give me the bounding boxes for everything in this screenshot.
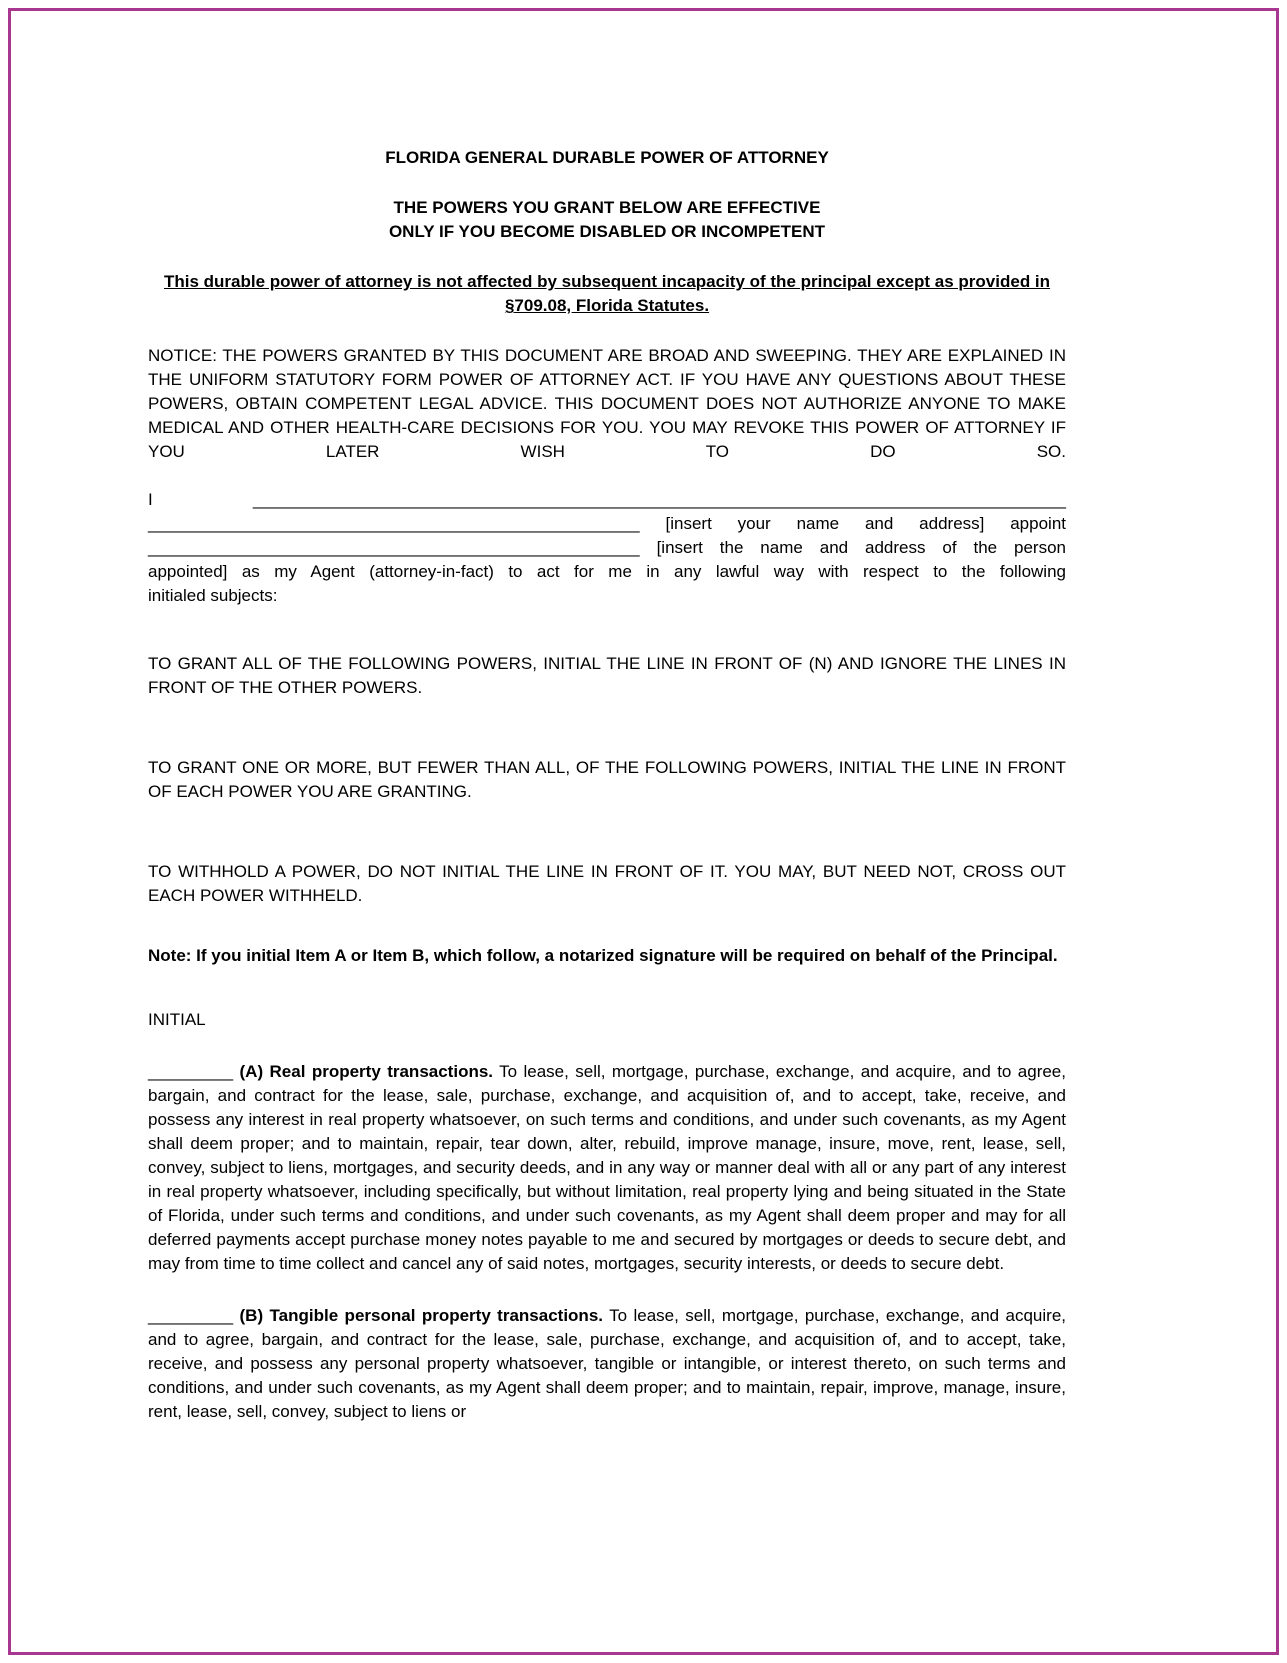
item-a-heading: (A) Real property transactions.	[239, 1062, 494, 1081]
notarization-note: Note: If you initial Item A or Item B, which follow, a notarized signature will be required on behalf of the Principal.	[148, 946, 1058, 965]
grant-some-paragraph: TO GRANT ONE OR MORE, BUT FEWER THAN ALL, OF THE FOLLOWING POWERS, INITIAL THE LINE IN FRONT OF EACH POWER YOU ARE GRANTING.	[148, 758, 1066, 801]
principal-address-blank-line: ____________________________________________________	[148, 514, 640, 533]
appointment-line-3	[148, 536, 1066, 560]
appointment-line-1	[148, 488, 1066, 512]
appointment-line-4: appointed] as my Agent (attorney-in-fact) to act for me in any lawful way with respect to the following	[148, 562, 1066, 581]
agent-name-blank-line: ____________________________________________________	[148, 538, 640, 557]
effectiveness-notice	[148, 196, 1066, 244]
item-a-body: To lease, sell, mortgage, purchase, exchange, and acquire, and to agree, bargain, and contract for the lease, sale, purchase, exchange, and acquisition of, and to accept, take, receive, and possess any interest in real property whatsoever, on such terms and conditions, and under such covenants, as my Agent shall deem proper; and to maintain, repair, tear down, alter, rebuild, improve manage, insure, move, rent, lease, sell, convey, subject to liens, mortgages, and security deeds, and in any way or manner deal with all or any part of any interest in real property whatsoever, including specifically, but without limitation, real property lying and being situated in the State of Florida, under such terms and conditions, and under such covenants, as my Agent shall deem proper and may for all deferred payments accept purchase money notes payable to me and secured by mortgages or deeds to secure debt, and may from time to time collect and cancel any of said notes, mortgages, security interests, or deeds to secure debt.	[148, 1062, 1066, 1273]
appointment-line-5: initialed subjects:	[148, 586, 278, 605]
item-b-initial-blank-line: _________	[148, 1306, 234, 1325]
principal-pronoun: I	[148, 490, 153, 509]
item-b-heading: (B) Tangible personal property transactions.	[239, 1306, 603, 1325]
item-a-paragraph	[148, 1060, 1066, 1276]
appointment-line-2	[148, 512, 1066, 536]
document-title: FLORIDA GENERAL DURABLE POWER OF ATTORNEY	[385, 148, 829, 167]
notice-paragraph: NOTICE: THE POWERS GRANTED BY THIS DOCUMENT ARE BROAD AND SWEEPING. THEY ARE EXPLAINED IN THE UNIFORM STATUTORY FORM POWER OF ATTORNEY ACT. IF YOU HAVE ANY QUESTIONS ABOUT THESE POWERS, OBTAIN COMPETENT LEGAL ADVICE. THIS DOCUMENT DOES NOT AUTHORIZE ANYONE TO MAKE MEDICAL AND OTHER HEALTH-CARE DECISIONS FOR YOU. YOU MAY REVOKE THIS POWER OF ATTORNEY IF YOU LATER WISH TO DO SO.	[148, 346, 1066, 461]
initial-label: INITIAL	[148, 1010, 206, 1029]
withhold-paragraph: TO WITHHOLD A POWER, DO NOT INITIAL THE LINE IN FRONT OF IT. YOU MAY, BUT NEED NOT, CROSS OUT EACH POWER WITHHELD.	[148, 862, 1066, 905]
item-a-initial-blank-line: _________	[148, 1062, 234, 1081]
effectiveness-notice-line2: ONLY IF YOU BECOME DISABLED OR INCOMPETENT	[388, 222, 826, 241]
item-b-paragraph	[148, 1304, 1066, 1424]
grant-all-paragraph: TO GRANT ALL OF THE FOLLOWING POWERS, INITIAL THE LINE IN FRONT OF (N) AND IGNORE THE LINES IN FRONT OF THE OTHER POWERS.	[148, 654, 1066, 697]
principal-name-blank-line: ______________________________________________________________________________________	[252, 490, 1066, 509]
document-content	[148, 146, 1066, 1424]
insert-agent-hint: [insert the name and address of the person	[656, 538, 1066, 557]
effectiveness-notice-line1: THE POWERS YOU GRANT BELOW ARE EFFECTIVE	[393, 198, 821, 217]
item-b-body: To lease, sell, mortgage, purchase, exchange, and acquire, and to agree, bargain, and contract for the lease, sale, purchase, exchange, and acquisition of, and to accept, take, receive, and possess any personal property whatsoever, tangible or intangible, or interest thereto, on such terms and conditions, and under such covenants, as my Agent shall deem proper; and to maintain, repair, improve, manage, insure, rent, lease, sell, convey, subject to liens or	[148, 1306, 1067, 1421]
insert-name-hint: [insert your name and address] appoint	[665, 514, 1066, 533]
statute-notice: This durable power of attorney is not affected by subsequent incapacity of the principal except as provided in §709.08, Florida Statutes.	[163, 272, 1051, 315]
appointment-section	[148, 488, 1066, 608]
